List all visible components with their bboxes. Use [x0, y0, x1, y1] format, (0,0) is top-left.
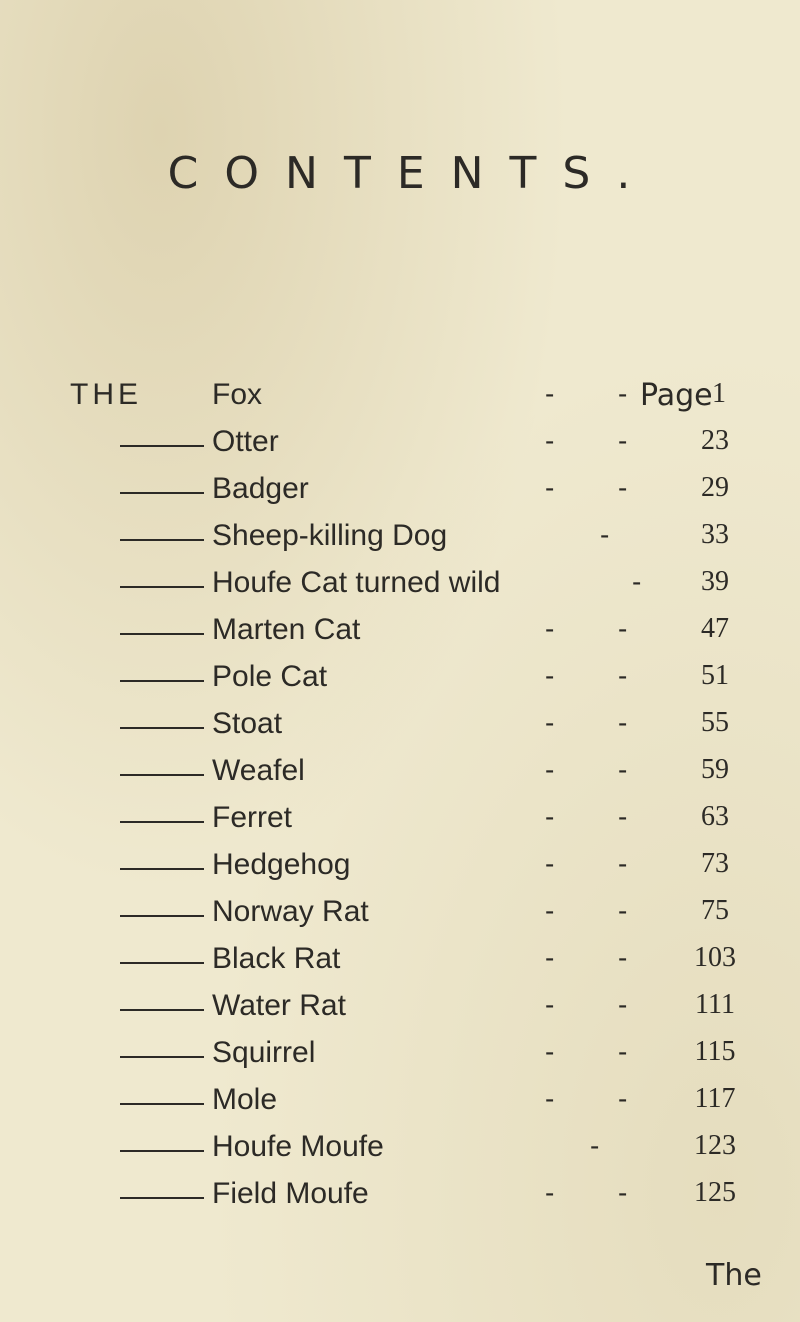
- leader-dash: [120, 492, 204, 494]
- toc-entry-page: 23: [701, 425, 729, 456]
- toc-entry-page: 125: [694, 1177, 736, 1208]
- toc-entry-page: 55: [701, 707, 729, 738]
- toc-entry-title: Norway Rat: [212, 895, 369, 928]
- toc-separator: -: [618, 378, 628, 409]
- toc-separator: -: [618, 1177, 628, 1208]
- toc-separator: -: [545, 1083, 555, 1114]
- toc-entry: [0, 707, 800, 751]
- toc-separator: -: [618, 425, 628, 456]
- toc-entry-page: 63: [701, 801, 729, 832]
- toc-entry-title: Otter: [212, 425, 279, 458]
- toc-entry: [0, 942, 800, 986]
- toc-separator: -: [545, 1177, 555, 1208]
- toc-entry-page: 39: [701, 566, 729, 597]
- leader-dash: [120, 962, 204, 964]
- toc-separator: -: [632, 566, 642, 597]
- toc-entry: [0, 1177, 800, 1221]
- leader-dash: [120, 680, 204, 682]
- toc-entry-page: 1: [712, 378, 726, 409]
- toc-entry-title: Squirrel: [212, 1036, 316, 1069]
- toc-separator: -: [618, 848, 628, 879]
- leader-dash: [120, 774, 204, 776]
- leader-dash: [120, 868, 204, 870]
- toc-entry-title: Hedgehog: [212, 848, 351, 881]
- page-heading: CONTENTS.: [167, 148, 657, 199]
- toc-entry-page: 29: [701, 472, 729, 503]
- toc-entry-title: Badger: [212, 472, 309, 505]
- leader-dash: [120, 915, 204, 917]
- toc-entry: [0, 989, 800, 1033]
- toc-separator: -: [618, 801, 628, 832]
- toc-entry-title: Weafel: [212, 754, 305, 787]
- toc-entry-page: 115: [694, 1036, 736, 1067]
- toc-separator: -: [545, 895, 555, 926]
- toc-separator: -: [545, 613, 555, 644]
- toc-entry-title: Fox: [212, 378, 263, 411]
- leader-dash: [120, 1197, 204, 1199]
- toc-separator: -: [618, 989, 628, 1020]
- toc-separator: -: [545, 1036, 555, 1067]
- leader-dash: [120, 586, 204, 588]
- toc-entry-page: 75: [701, 895, 729, 926]
- toc-separator: -: [545, 472, 555, 503]
- toc-entry: [0, 895, 800, 939]
- toc-separator: -: [618, 1036, 628, 1067]
- leader-dash: [120, 1009, 204, 1011]
- toc-separator: -: [545, 754, 555, 785]
- toc-separator: -: [590, 1130, 600, 1161]
- toc-separator: -: [545, 425, 555, 456]
- toc-entry: [0, 660, 800, 704]
- leader-dash: [120, 539, 204, 541]
- toc-entry-page: 33: [701, 519, 729, 550]
- toc-entry-title: Marten Cat: [212, 613, 361, 646]
- toc-entry: [0, 801, 800, 845]
- toc-entry-title: Houfe Moufe: [212, 1130, 384, 1163]
- toc-entry-page: 59: [701, 754, 729, 785]
- toc-entry: [0, 1036, 800, 1080]
- toc-separator: -: [545, 848, 555, 879]
- toc-entry-title: Water Rat: [212, 989, 346, 1022]
- toc-first-word: THE: [70, 378, 142, 411]
- toc-entry-title: Houfe Cat turned wild: [212, 566, 501, 599]
- leader-dash: [120, 1150, 204, 1152]
- toc-entry: [0, 1083, 800, 1127]
- toc-separator: -: [545, 801, 555, 832]
- toc-separator: -: [545, 660, 555, 691]
- toc-entry: [0, 519, 800, 563]
- toc-separator: -: [545, 989, 555, 1020]
- toc-entry-page: 117: [694, 1083, 736, 1114]
- toc-entry-title: Stoat: [212, 707, 283, 740]
- toc-entry-page: 111: [695, 989, 735, 1020]
- toc-separator: -: [618, 472, 628, 503]
- toc-entry: [0, 472, 800, 516]
- toc-entry: [0, 1130, 800, 1174]
- toc-entry-title: Ferret: [212, 801, 293, 834]
- page-column-label: Page: [640, 378, 713, 413]
- toc-entry-title: Mole: [212, 1083, 278, 1116]
- leader-dash: [120, 727, 204, 729]
- leader-dash: [120, 1056, 204, 1058]
- toc-entry: [0, 566, 800, 610]
- toc-separator: -: [600, 519, 610, 550]
- toc-entry: [0, 613, 800, 657]
- toc-separator: -: [618, 942, 628, 973]
- toc-entry-title: Field Moufe: [212, 1177, 369, 1210]
- toc-entry-page: 47: [701, 613, 729, 644]
- toc-entry-title: Sheep-killing Dog: [212, 519, 448, 552]
- toc-separator: -: [545, 378, 555, 409]
- toc-separator: -: [618, 707, 628, 738]
- leader-dash: [120, 821, 204, 823]
- toc-separator: -: [545, 942, 555, 973]
- toc-entry-fox: [0, 378, 800, 422]
- toc-entry-title: Black Rat: [212, 942, 341, 975]
- catchword: The: [706, 1258, 762, 1293]
- toc-separator: -: [545, 707, 555, 738]
- toc-separator: -: [618, 895, 628, 926]
- toc-entry-page: 123: [694, 1130, 736, 1161]
- toc-entry-title: Pole Cat: [212, 660, 328, 693]
- toc-entry-page: 73: [701, 848, 729, 879]
- leader-dash: [120, 445, 204, 447]
- toc-separator: -: [618, 613, 628, 644]
- toc-entry: [0, 425, 800, 469]
- toc-separator: -: [618, 1083, 628, 1114]
- toc-entry: [0, 848, 800, 892]
- toc-separator: -: [618, 754, 628, 785]
- leader-dash: [120, 633, 204, 635]
- toc-separator: -: [618, 660, 628, 691]
- leader-dash: [120, 1103, 204, 1105]
- toc-entry-page: 51: [701, 660, 729, 691]
- toc-entry: [0, 754, 800, 798]
- toc-entry-page: 103: [694, 942, 736, 973]
